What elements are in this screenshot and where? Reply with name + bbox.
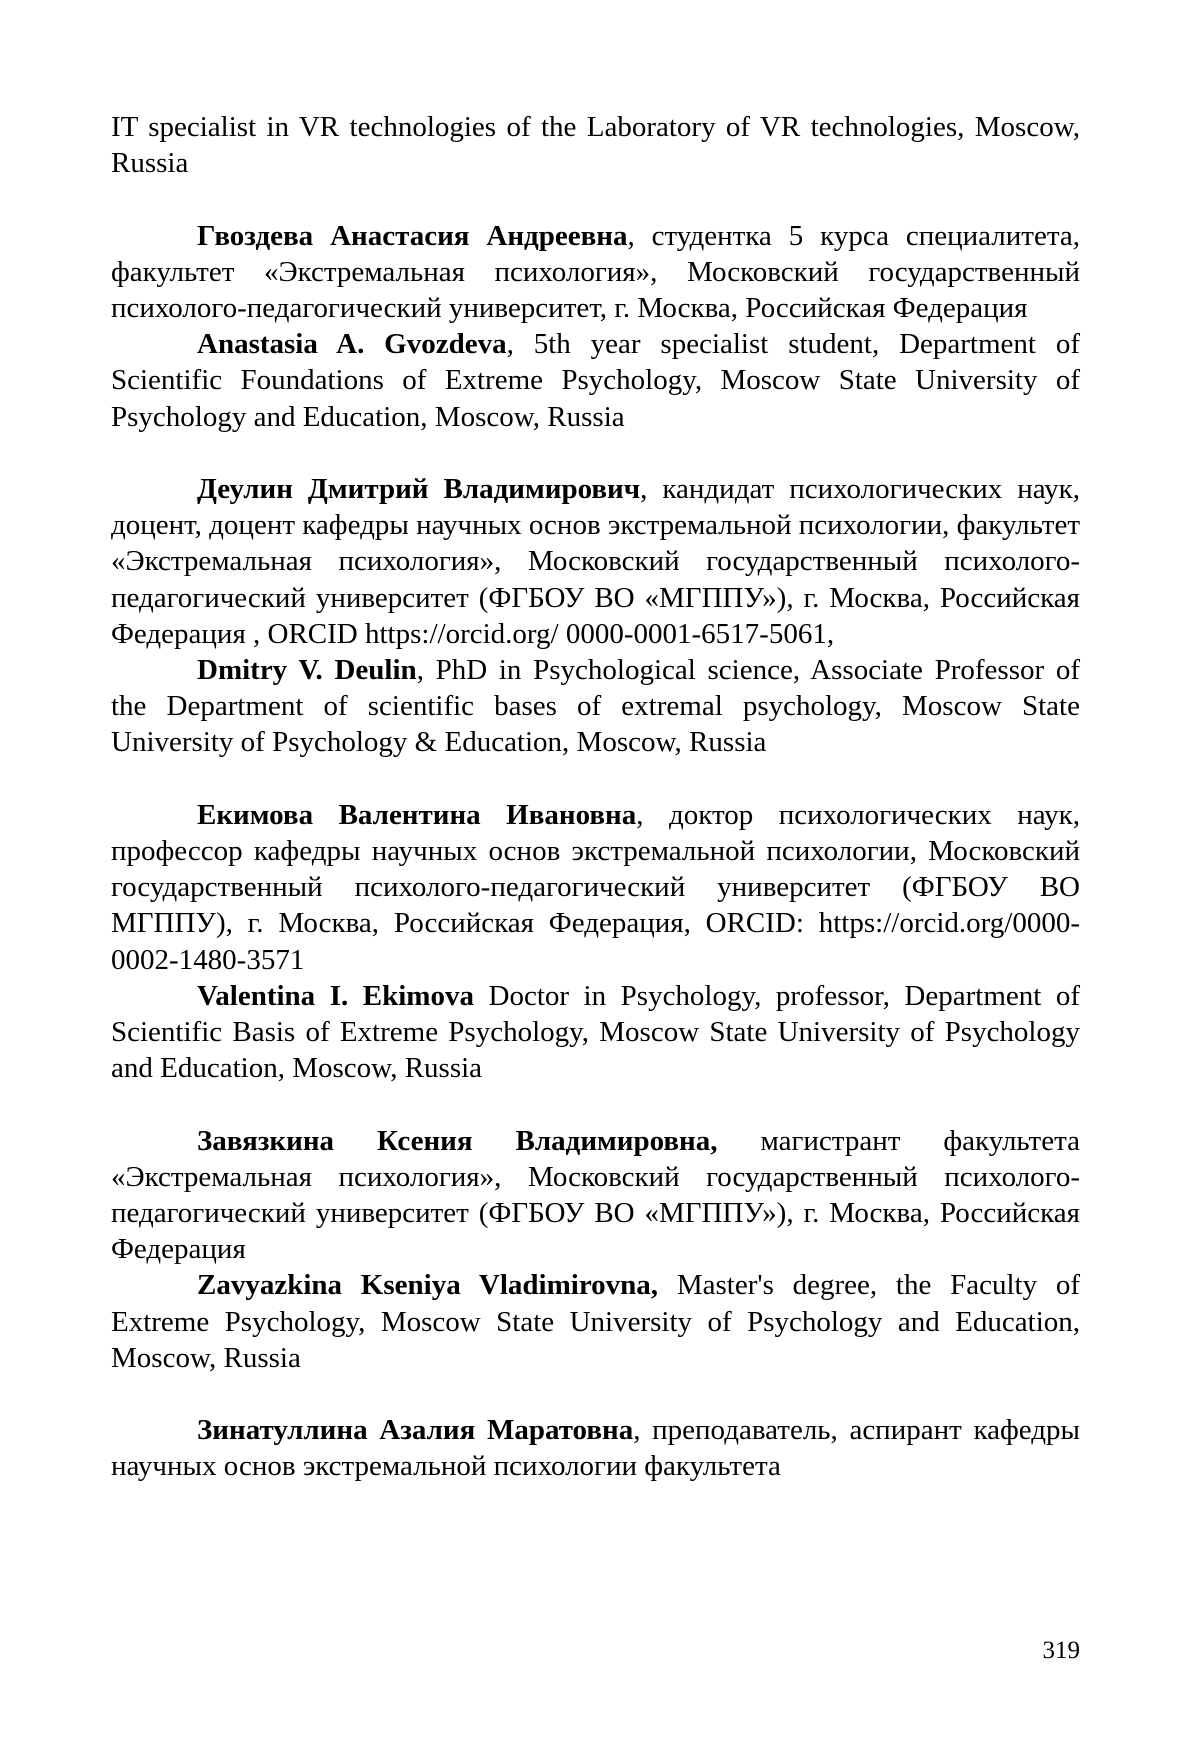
author-entry-ekimova-ru <box>111 797 1080 978</box>
author-details: , студентка 5 курса специалитета, факультет «Экстремальная психология», Московский государственный психолого-педагогический университет, г. Москва, Российская Федерация <box>111 219 1080 324</box>
author-name: Деулин Дмитрий Владимирович <box>197 473 641 505</box>
paragraph-gap <box>111 435 1080 471</box>
author-details: , доктор психологических наук, профессор кафедры научных основ экстремальной психологии, Московский государственный психолого-педагогический университет (ФГБОУ ВО МГППУ), г. Москва, Российская Федерация, ORCID: https://orcid.org/0000-0002-1480-3571 <box>111 798 1080 976</box>
paragraph-gap <box>111 181 1080 217</box>
author-name: Зинатуллина Азалия Маратовна <box>197 1414 634 1447</box>
author-name: Гвоздева Анастасия Андреевна <box>197 219 628 252</box>
author-entry-zinatullina-ru <box>111 1412 1080 1484</box>
author-details: , преподаватель, аспирант кафедры научных основ экстремальной психологии факультета <box>111 1414 1081 1483</box>
paragraph-vr-specialist-continued <box>111 109 1080 181</box>
paragraph-gap <box>111 761 1080 797</box>
author-entry-zavyazkina-ru <box>111 1123 1080 1268</box>
author-entry-gvozdeva-en <box>111 326 1080 435</box>
page-number: 319 <box>1042 1637 1080 1664</box>
author-details: Doctor in Psychology, professor, Department of Scientific Basis of Extreme Psychology, Moscow State University of Psychology and Education, Moscow, Russia <box>111 979 1080 1085</box>
author-details: , 5th year specialist student, Department of Scientific Foundations of Extreme Psychology, Moscow State University of Psychology and Education, Moscow, Russia <box>111 328 1080 433</box>
author-entry-gvozdeva-ru <box>111 218 1080 327</box>
author-name: Valentina I. Ekimova <box>197 979 474 1012</box>
author-entry-deulin-en <box>111 652 1080 761</box>
paragraph-text: IT specialist in VR technologies of the Laboratory of VR technologies, Moscow, Russia <box>111 111 1080 180</box>
author-details: , PhD in Psychological science, Associate Professor of the Department of scientific bases of extremal psychology, Moscow State University of Psychology & Education, Moscow, Russia <box>111 654 1080 759</box>
author-entry-ekimova-en <box>111 978 1080 1087</box>
author-details: магистрант факультета «Экстремальная психология», Московский государственный психолого-педагогический университет (ФГБОУ ВО «МГППУ»), г. Москва, Российская Федерация <box>111 1124 1080 1266</box>
author-name: Завязкина Ксения Владимировна, <box>197 1124 718 1157</box>
author-name: Zavyazkina Kseniya Vladimirovna, <box>197 1269 659 1302</box>
author-entry-zavyazkina-en <box>111 1267 1080 1376</box>
paragraph-gap <box>111 1086 1080 1122</box>
paragraph-gap <box>111 1376 1080 1412</box>
author-name: Anastasia A. Gvozdeva <box>197 328 507 361</box>
author-info-text <box>111 109 1080 1485</box>
author-details: , кандидат психологических наук, доцент, доцент кафедры научных основ экстремальной психологии, факультет «Экстремальная психология», Московский государственный психолого-педагогический университет (ФГБОУ ВО «МГППУ»), г. Москва, Российская Федерация , ORCID https://orcid.org/ 0000-0001-6517-5061, <box>111 473 1080 650</box>
author-entry-deulin-ru <box>111 471 1080 652</box>
author-name: Dmitry V. Deulin <box>197 654 417 687</box>
author-details: Master's degree, the Faculty of Extreme Psychology, Moscow State University of Psychology and Education, Moscow, Russia <box>111 1269 1081 1374</box>
author-name: Екимова Валентина Ивановна <box>197 798 637 831</box>
